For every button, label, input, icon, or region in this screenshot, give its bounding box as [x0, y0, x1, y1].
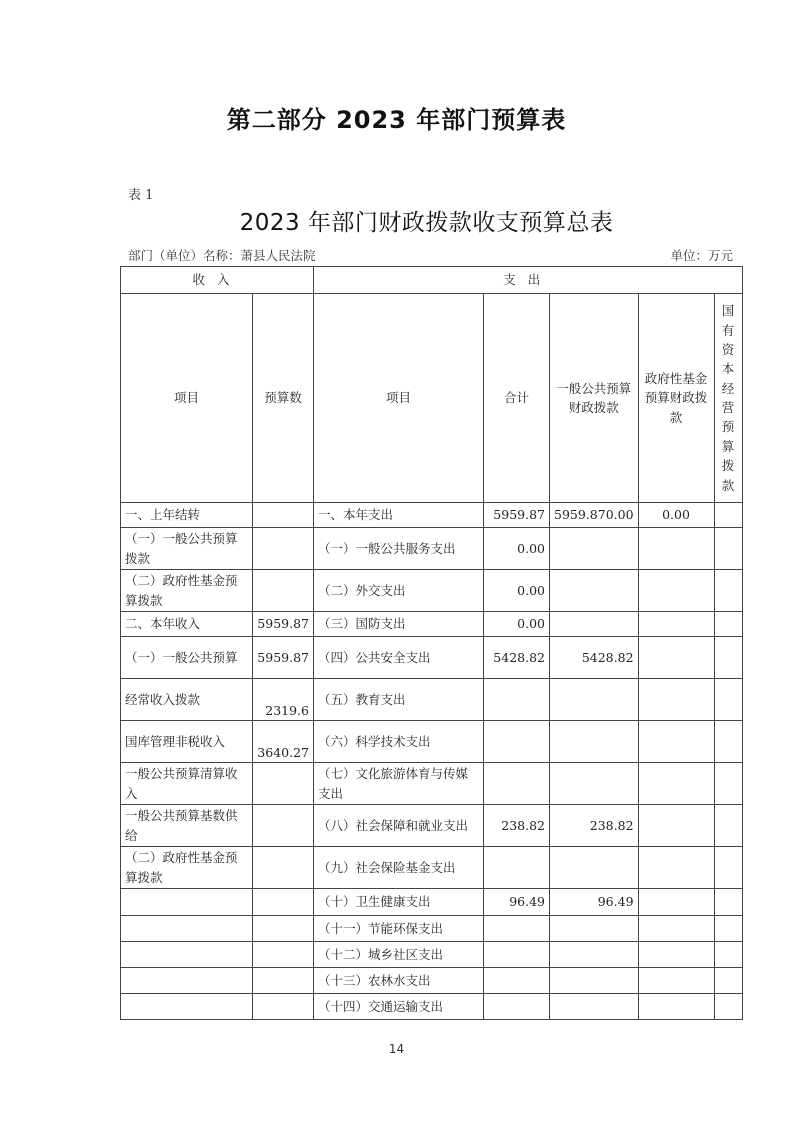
- income-item-cell: [121, 994, 253, 1020]
- general-budget-cell: [550, 847, 639, 889]
- expense-item-cell: （八）社会保障和就业支出: [314, 805, 484, 847]
- income-item-cell: 一般公共预算清算收入: [121, 763, 253, 805]
- income-item-cell: [121, 942, 253, 968]
- general-budget-cell: 5428.82: [550, 637, 639, 679]
- general-budget-cell: 238.82: [550, 805, 639, 847]
- income-amount-cell: [253, 847, 314, 889]
- col-income-item: 项目: [121, 294, 253, 503]
- table-row: [121, 679, 743, 721]
- income-amount-cell: [253, 570, 314, 612]
- income-amount-cell: 5959.87: [253, 612, 314, 637]
- fund-budget-cell: [638, 679, 714, 721]
- capital-budget-cell: [714, 679, 742, 721]
- table-row: [121, 916, 743, 942]
- fund-budget-cell: [638, 570, 714, 612]
- expense-item-cell: （七）文化旅游体育与传媒支出: [314, 763, 484, 805]
- fund-budget-cell: [638, 968, 714, 994]
- expense-item-cell: （十四）交通运输支出: [314, 994, 484, 1020]
- capital-budget-cell: [714, 968, 742, 994]
- income-amount-cell: [253, 916, 314, 942]
- fund-budget-cell: [638, 763, 714, 805]
- table-number: 表 1: [128, 188, 154, 203]
- expense-item-cell: （十一）节能环保支出: [314, 916, 484, 942]
- general-budget-cell: [550, 763, 639, 805]
- table-row: [121, 942, 743, 968]
- col-fund-budget: 政府性基金预算财政拨款: [638, 294, 714, 503]
- total-cell: 0.00: [484, 570, 550, 612]
- general-budget-cell: [550, 942, 639, 968]
- general-budget-cell: [550, 679, 639, 721]
- expense-item-cell: （二）外交支出: [314, 570, 484, 612]
- capital-budget-cell: [714, 916, 742, 942]
- unit-label: 单位：万元: [670, 248, 733, 263]
- fund-budget-cell: [638, 889, 714, 916]
- fund-budget-cell: 0.00: [638, 503, 714, 528]
- income-item-cell: 国库管理非税收入: [121, 721, 253, 763]
- income-item-cell: 一般公共预算基数供给: [121, 805, 253, 847]
- income-amount-cell: [253, 503, 314, 528]
- total-cell: [484, 942, 550, 968]
- expense-item-cell: （十）卫生健康支出: [314, 889, 484, 916]
- total-cell: [484, 847, 550, 889]
- income-amount-cell: [253, 942, 314, 968]
- income-amount-cell: [253, 994, 314, 1020]
- total-cell: [484, 763, 550, 805]
- expense-header: 支出: [314, 267, 743, 294]
- fund-budget-cell: [638, 994, 714, 1020]
- total-cell: 0.00: [484, 612, 550, 637]
- total-cell: 5959.87: [484, 503, 550, 528]
- income-item-cell: [121, 916, 253, 942]
- income-amount-cell: [253, 763, 314, 805]
- expense-item-cell: （一）一般公共服务支出: [314, 528, 484, 570]
- general-budget-cell: 5959.870.00: [550, 503, 639, 528]
- income-item-cell: （一）一般公共预算拨款: [121, 528, 253, 570]
- general-budget-cell: [550, 721, 639, 763]
- expense-item-cell: （十三）农林水支出: [314, 968, 484, 994]
- table-row: [121, 847, 743, 889]
- income-item-cell: 二、本年收入: [121, 612, 253, 637]
- expense-item-cell: 一、本年支出: [314, 503, 484, 528]
- general-budget-cell: [550, 916, 639, 942]
- table-row: [121, 994, 743, 1020]
- expense-item-cell: （十二）城乡社区支出: [314, 942, 484, 968]
- fund-budget-cell: [638, 847, 714, 889]
- income-item-cell: 一、上年结转: [121, 503, 253, 528]
- expense-item-cell: （四）公共安全支出: [314, 637, 484, 679]
- capital-budget-cell: [714, 570, 742, 612]
- table-title: 2023 年部门财政拨款收支预算总表: [239, 210, 614, 236]
- income-item-cell: （一）一般公共预算: [121, 637, 253, 679]
- income-amount-cell: 5959.87: [253, 637, 314, 679]
- income-amount-cell: 3640.27: [253, 721, 314, 763]
- income-item-cell: [121, 889, 253, 916]
- capital-budget-cell: [714, 889, 742, 916]
- capital-budget-cell: [714, 721, 742, 763]
- total-cell: 5428.82: [484, 637, 550, 679]
- fund-budget-cell: [638, 612, 714, 637]
- col-capital-budget: 国 有 资 本 经 营 预 算 拨 款: [714, 294, 742, 503]
- total-cell: [484, 679, 550, 721]
- part-title: 第二部分 2023 年部门预算表: [226, 106, 567, 134]
- capital-budget-cell: [714, 805, 742, 847]
- fund-budget-cell: [638, 528, 714, 570]
- capital-budget-cell: [714, 612, 742, 637]
- col-income-budget: 预算数: [253, 294, 314, 503]
- table-row: [121, 805, 743, 847]
- total-cell: 96.49: [484, 889, 550, 916]
- total-cell: 238.82: [484, 805, 550, 847]
- table-row: [121, 503, 743, 528]
- capital-budget-cell: [714, 503, 742, 528]
- table-row: [121, 612, 743, 637]
- table-row: [121, 570, 743, 612]
- table-row: [121, 968, 743, 994]
- general-budget-cell: [550, 528, 639, 570]
- fund-budget-cell: [638, 916, 714, 942]
- expense-item-cell: （六）科学技术支出: [314, 721, 484, 763]
- table-row: [121, 721, 743, 763]
- income-amount-cell: [253, 889, 314, 916]
- income-item-cell: （二）政府性基金预算拨款: [121, 847, 253, 889]
- income-header: 收入: [121, 267, 314, 294]
- general-budget-cell: [550, 570, 639, 612]
- expense-item-cell: （五）教育支出: [314, 679, 484, 721]
- col-expense-item: 项目: [314, 294, 484, 503]
- capital-budget-cell: [714, 942, 742, 968]
- general-budget-cell: 96.49: [550, 889, 639, 916]
- fund-budget-cell: [638, 942, 714, 968]
- capital-budget-cell: [714, 637, 742, 679]
- income-amount-cell: [253, 805, 314, 847]
- table-row: [121, 637, 743, 679]
- budget-table: [120, 266, 743, 1020]
- table-row: [121, 889, 743, 916]
- col-general-budget: 一般公共预算财政拨款: [550, 294, 639, 503]
- total-cell: [484, 721, 550, 763]
- header-row-group: [121, 267, 743, 294]
- department-label: 部门（单位）名称：萧县人民法院: [128, 248, 316, 263]
- general-budget-cell: [550, 968, 639, 994]
- income-amount-cell: [253, 968, 314, 994]
- income-item-cell: 经常收入拨款: [121, 679, 253, 721]
- header-row-columns: [121, 294, 743, 503]
- expense-item-cell: （九）社会保险基金支出: [314, 847, 484, 889]
- general-budget-cell: [550, 612, 639, 637]
- col-total: 合计: [484, 294, 550, 503]
- fund-budget-cell: [638, 637, 714, 679]
- table-row: [121, 763, 743, 805]
- table-row: [121, 528, 743, 570]
- general-budget-cell: [550, 994, 639, 1020]
- page-number: 14: [388, 1042, 405, 1056]
- capital-budget-cell: [714, 763, 742, 805]
- fund-budget-cell: [638, 805, 714, 847]
- income-amount-cell: 2319.6: [253, 679, 314, 721]
- total-cell: [484, 916, 550, 942]
- fund-budget-cell: [638, 721, 714, 763]
- income-amount-cell: [253, 528, 314, 570]
- income-item-cell: [121, 968, 253, 994]
- total-cell: [484, 968, 550, 994]
- total-cell: 0.00: [484, 528, 550, 570]
- income-item-cell: （二）政府性基金预算拨款: [121, 570, 253, 612]
- capital-budget-cell: [714, 847, 742, 889]
- capital-budget-cell: [714, 994, 742, 1020]
- total-cell: [484, 994, 550, 1020]
- expense-item-cell: （三）国防支出: [314, 612, 484, 637]
- capital-budget-cell: [714, 528, 742, 570]
